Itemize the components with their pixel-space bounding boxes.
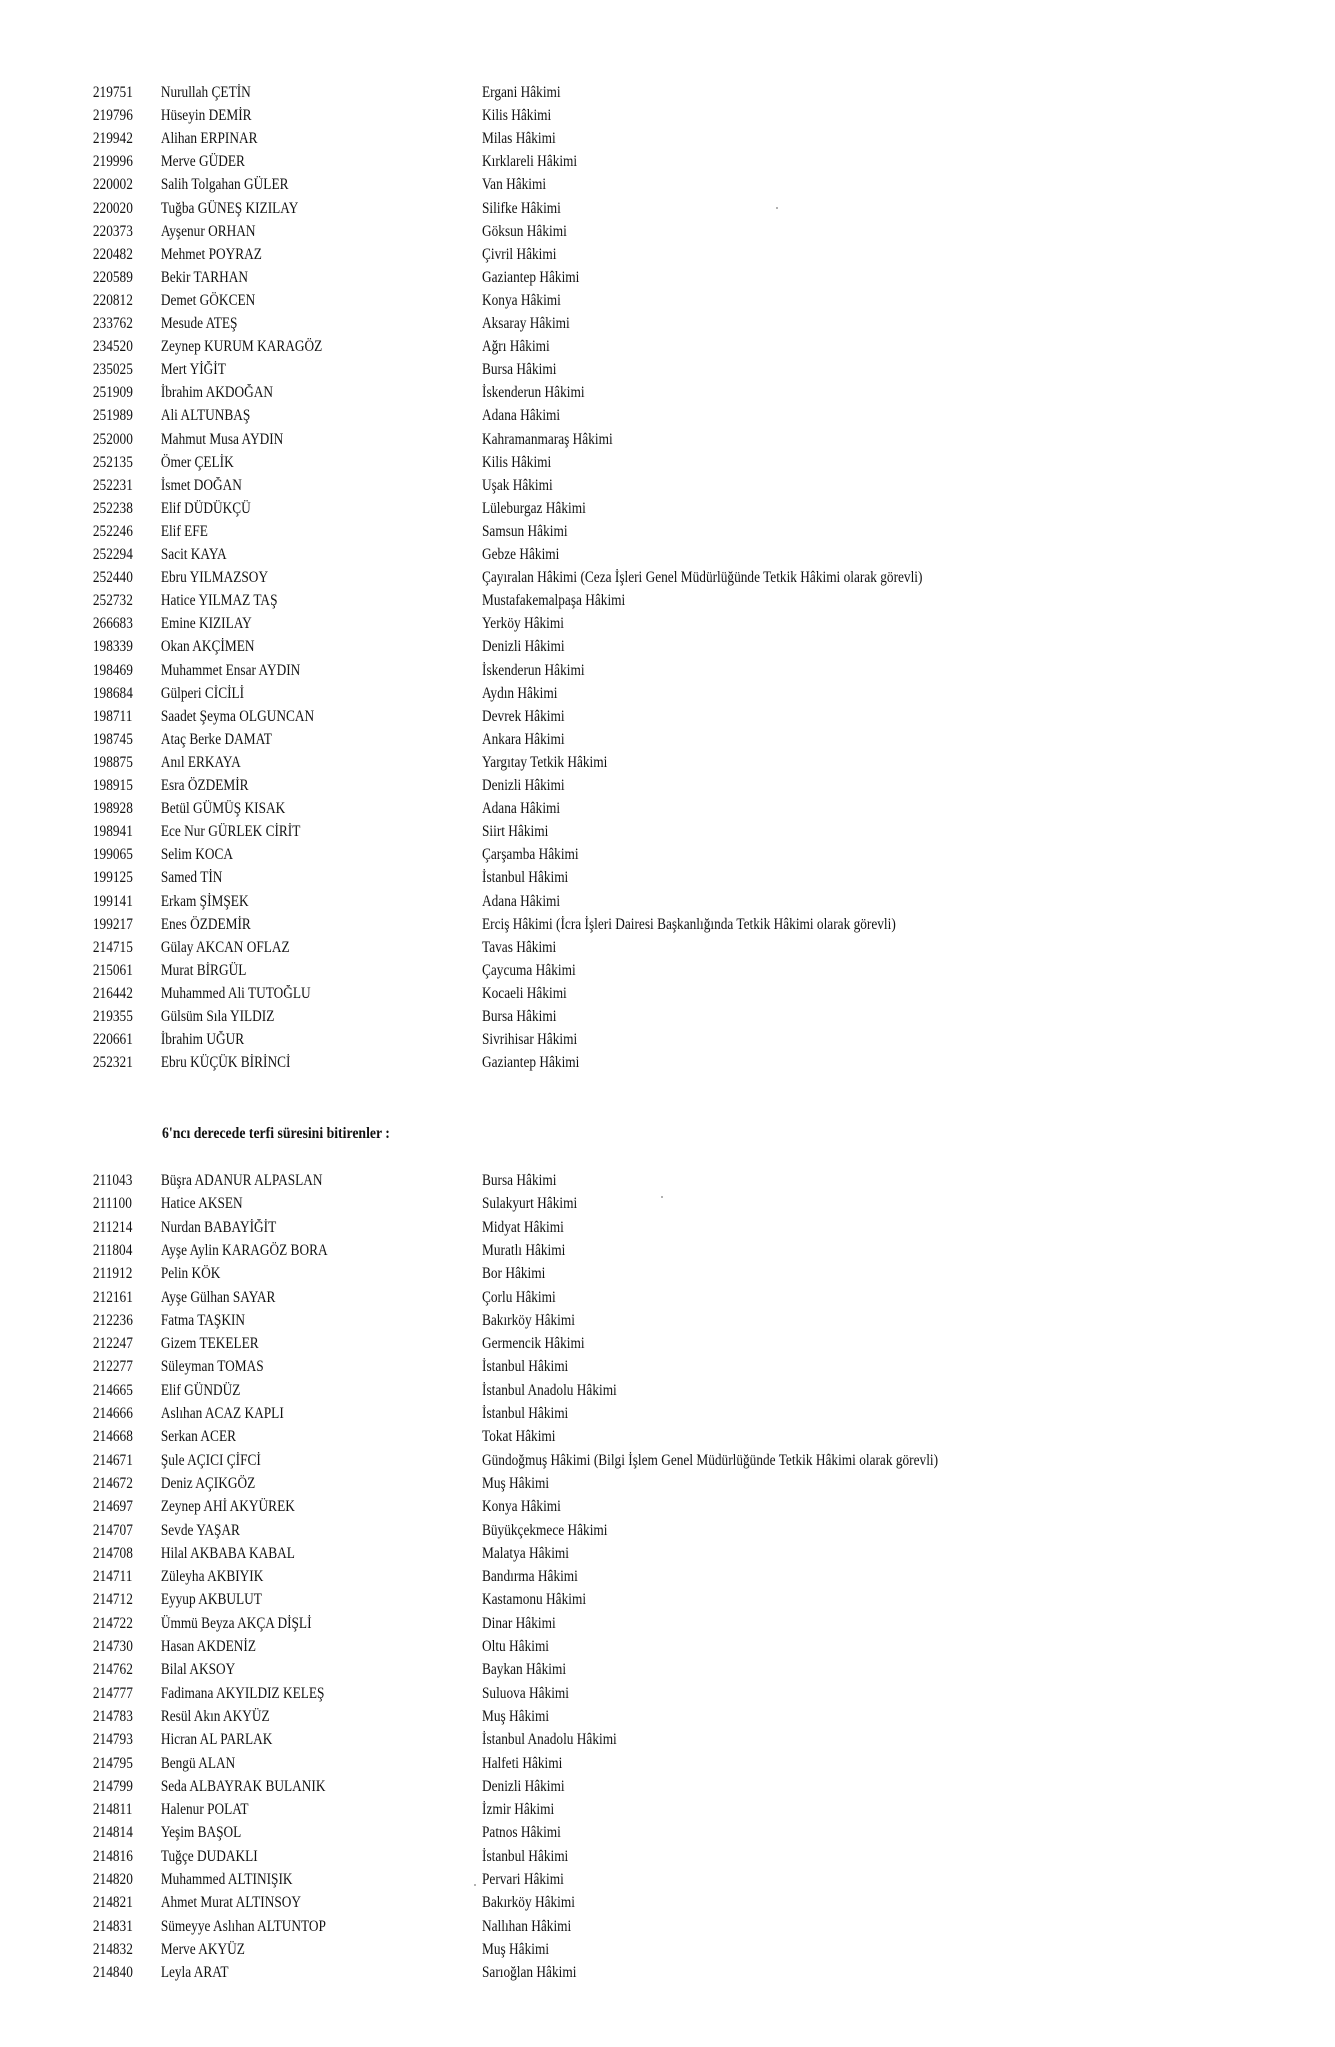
registry-number: 214708 xyxy=(92,1544,133,1562)
assignment-position: Germencik Hâkimi xyxy=(482,1335,585,1353)
registry-number: 198684 xyxy=(92,684,133,702)
person-name: Aslıhan ACAZ KAPLI xyxy=(160,1405,284,1422)
registry-number: 219796 xyxy=(92,107,133,125)
assignment-position: Halfeti Hâkimi xyxy=(482,1754,563,1772)
assignment-position: Bakırköy Hâkimi xyxy=(482,1311,575,1329)
person-name: Bengü ALAN xyxy=(160,1754,236,1772)
assignment-position: Dinar Hâkimi xyxy=(482,1614,556,1632)
registry-number: 198928 xyxy=(92,800,133,818)
registry-number: 198711 xyxy=(92,707,133,725)
registry-number: 214762 xyxy=(92,1661,133,1679)
assignment-position: Muş Hâkimi xyxy=(482,1474,550,1492)
assignment-position: Gaziantep Hâkimi xyxy=(482,1054,580,1072)
person-name: Serkan ACER xyxy=(160,1428,236,1446)
assignment-position: İzmir Hâkimi xyxy=(482,1801,555,1819)
assignment-position: Çorlu Hâkimi xyxy=(482,1288,556,1306)
person-name: Zeynep KURUM KARAGÖZ xyxy=(160,338,323,356)
assignment-position: Suluova Hâkimi xyxy=(482,1684,570,1702)
assignment-position: Sivrihisar Hâkimi xyxy=(482,1031,578,1049)
assignment-position: Ağrı Hâkimi xyxy=(482,338,550,356)
assignment-position: Çaycuma Hâkimi xyxy=(482,961,576,979)
person-name: Mahmut Musa AYDIN xyxy=(160,430,284,448)
assignment-position: Tokat Hâkimi xyxy=(482,1428,556,1446)
assignment-position: Sarıoğlan Hâkimi xyxy=(482,1964,577,1982)
person-name: Halenur POLAT xyxy=(160,1801,249,1819)
registry-number: 252238 xyxy=(92,499,133,517)
person-name: Sacit KAYA xyxy=(160,546,227,563)
assignment-position: Kastamonu Hâkimi xyxy=(482,1591,587,1609)
person-name: Gizem TEKELER xyxy=(160,1335,259,1353)
registry-number: 199217 xyxy=(92,915,133,933)
assignment-position: Çarşamba Hâkimi xyxy=(482,846,579,864)
assignment-position: Oltu Hâkimi xyxy=(482,1638,550,1655)
assignment-position: Malatya Hâkimi xyxy=(482,1544,569,1562)
registry-number: 214715 xyxy=(92,938,133,956)
person-name: Ayşe Gülhan SAYAR xyxy=(160,1288,276,1306)
person-name: Hicran AL PARLAK xyxy=(160,1731,273,1749)
assignment-position: Kilis Hâkimi xyxy=(482,453,552,471)
registry-number: 214722 xyxy=(92,1614,133,1632)
person-name: Salih Tolgahan GÜLER xyxy=(160,176,289,194)
registry-number: 214783 xyxy=(92,1707,133,1725)
person-name: Enes ÖZDEMİR xyxy=(160,915,251,933)
assignment-position: Adana Hâkimi xyxy=(482,892,561,910)
assignment-position: Muratlı Hâkimi xyxy=(482,1241,566,1259)
person-name: Resül Akın AKYÜZ xyxy=(160,1707,270,1725)
registry-number: 214707 xyxy=(92,1521,133,1539)
assignment-position: İstanbul Hâkimi xyxy=(482,1405,569,1422)
registry-number: 235025 xyxy=(92,361,133,379)
assignment-position: Muş Hâkimi xyxy=(482,1940,550,1958)
assignment-position: Bakırköy Hâkimi xyxy=(482,1894,575,1912)
assignment-position: Göksun Hâkimi xyxy=(482,222,567,240)
assignment-position: Bor Hâkimi xyxy=(482,1265,546,1283)
registry-number: 214811 xyxy=(92,1801,133,1819)
scan-speck xyxy=(661,1196,663,1198)
assignment-position: Van Hâkimi xyxy=(482,176,547,194)
person-name: Mert YİĞİT xyxy=(160,361,226,379)
person-name: Hilal AKBABA KABAL xyxy=(160,1544,295,1562)
person-name: Şule AÇICI ÇİFCİ xyxy=(160,1451,261,1469)
registry-number: 214814 xyxy=(92,1824,133,1842)
assignment-position: Kocaeli Hâkimi xyxy=(482,984,567,1002)
assignment-position: İskenderun Hâkimi xyxy=(482,661,585,679)
person-name: Fadimana AKYILDIZ KELEŞ xyxy=(160,1684,325,1702)
person-name: Merve AKYÜZ xyxy=(160,1940,245,1958)
person-name: Bekir TARHAN xyxy=(160,268,249,286)
assignment-position: Pervari Hâkimi xyxy=(482,1871,564,1888)
person-name: Deniz AÇIKGÖZ xyxy=(160,1474,256,1492)
registry-number: 219355 xyxy=(92,1008,133,1025)
person-name: Ataç Berke DAMAT xyxy=(160,730,272,748)
registry-number: 214711 xyxy=(92,1568,133,1586)
person-name: Bilal AKSOY xyxy=(160,1661,236,1679)
assignment-position: Aydın Hâkimi xyxy=(482,684,558,702)
registry-number: 211043 xyxy=(92,1172,133,1189)
registry-number: 266683 xyxy=(92,615,133,633)
registry-number: 252135 xyxy=(92,453,133,471)
assignment-position: Mustafakemalpaşa Hâkimi xyxy=(482,592,626,610)
person-name: İbrahim AKDOĞAN xyxy=(160,384,274,402)
registry-number: 214831 xyxy=(92,1917,133,1935)
registry-number: 252440 xyxy=(92,569,133,587)
registry-number: 214832 xyxy=(92,1940,133,1958)
assignment-position: İstanbul Hâkimi xyxy=(482,869,569,887)
registry-number: 252231 xyxy=(92,476,133,494)
assignment-position: Adana Hâkimi xyxy=(482,800,561,818)
person-name: Leyla ARAT xyxy=(160,1964,229,1982)
person-name: Samed TİN xyxy=(160,869,223,887)
person-name: Ebru YILMAZSOY xyxy=(160,569,269,587)
person-name: Saadet Şeyma OLGUNCAN xyxy=(160,707,315,725)
person-name: Muhammet Ensar AYDIN xyxy=(160,661,301,679)
person-name: Tuğçe DUDAKLI xyxy=(160,1847,258,1865)
assignment-position: Muş Hâkimi xyxy=(482,1707,550,1725)
assignment-position: Çivril Hâkimi xyxy=(482,245,557,263)
scan-speck xyxy=(474,1884,476,1886)
registry-number: 214799 xyxy=(92,1777,133,1795)
person-name: Fatma TAŞKIN xyxy=(160,1311,246,1329)
person-name: Hüseyin DEMİR xyxy=(160,107,252,125)
person-name: Muhammed Ali TUTOĞLU xyxy=(160,984,311,1002)
assignment-position: İstanbul Hâkimi xyxy=(482,1358,569,1376)
registry-number: 214666 xyxy=(92,1405,133,1422)
person-name: Ece Nur GÜRLEK CİRİT xyxy=(160,823,301,841)
person-name: Ahmet Murat ALTINSOY xyxy=(160,1894,302,1912)
registry-number: 234520 xyxy=(92,338,133,356)
assignment-position: Ankara Hâkimi xyxy=(482,730,565,748)
assignment-position: Kırklareli Hâkimi xyxy=(482,153,578,171)
assignment-position: İstanbul Anadolu Hâkimi xyxy=(482,1731,617,1749)
registry-number: 199065 xyxy=(92,846,133,864)
registry-number: 214671 xyxy=(92,1451,133,1469)
person-name: Pelin KÖK xyxy=(160,1265,221,1283)
assignment-position: Midyat Hâkimi xyxy=(482,1218,564,1236)
registry-number: 252000 xyxy=(92,430,133,448)
assignment-position: Denizli Hâkimi xyxy=(482,777,565,794)
person-name: Züleyha AKBIYIK xyxy=(160,1568,264,1586)
person-name: Mesude ATEŞ xyxy=(160,315,238,332)
registry-number: 219996 xyxy=(92,153,133,171)
person-name: Büşra ADANUR ALPASLAN xyxy=(160,1172,323,1189)
assignment-position: Yerköy Hâkimi xyxy=(482,615,564,633)
registry-number: 251989 xyxy=(92,407,133,425)
assignment-position: Büyükçekmece Hâkimi xyxy=(482,1521,608,1539)
assignment-position: Konya Hâkimi xyxy=(482,1498,561,1516)
registry-number: 219942 xyxy=(92,130,133,148)
registry-number: 220482 xyxy=(92,245,133,263)
assignment-position: Lüleburgaz Hâkimi xyxy=(482,499,586,517)
assignment-position: Baykan Hâkimi xyxy=(482,1661,567,1679)
registry-number: 220373 xyxy=(92,222,133,240)
assignment-position: Denizli Hâkimi xyxy=(482,638,565,656)
person-name: Gülperi CİCİLİ xyxy=(160,684,245,702)
person-name: Betül GÜMÜŞ KISAK xyxy=(160,800,286,818)
registry-number: 220661 xyxy=(92,1031,133,1049)
person-name: Ümmü Beyza AKÇA DİŞLİ xyxy=(160,1614,312,1632)
person-name: İsmet DOĞAN xyxy=(160,476,242,494)
assignment-position: Konya Hâkimi xyxy=(482,291,561,309)
assignment-position: Devrek Hâkimi xyxy=(482,707,565,725)
person-name: Esra ÖZDEMİR xyxy=(160,777,249,794)
person-name: Emine KIZILAY xyxy=(160,615,252,633)
person-name: Sevde YAŞAR xyxy=(160,1521,240,1539)
person-name: Alihan ERPINAR xyxy=(160,130,258,148)
assignment-position: Kilis Hâkimi xyxy=(482,107,552,125)
assignment-position: Çayıralan Hâkimi (Ceza İşleri Genel Müdürlüğünde Tetkik Hâkimi olarak görevli) xyxy=(482,569,923,587)
person-name: Ali ALTUNBAŞ xyxy=(160,407,251,425)
registry-number: 212277 xyxy=(92,1358,133,1376)
registry-number: 251909 xyxy=(92,384,133,402)
registry-number: 198339 xyxy=(92,638,133,656)
assignment-position: Denizli Hâkimi xyxy=(482,1777,565,1795)
person-name: Elif GÜNDÜZ xyxy=(160,1381,241,1399)
assignment-position: İskenderun Hâkimi xyxy=(482,384,585,402)
assignment-position: Sulakyurt Hâkimi xyxy=(482,1195,578,1213)
registry-number: 214795 xyxy=(92,1754,133,1772)
assignment-position: Aksaray Hâkimi xyxy=(482,315,570,332)
registry-number: 198941 xyxy=(92,823,133,841)
registry-number: 252321 xyxy=(92,1054,133,1072)
registry-number: 214777 xyxy=(92,1684,133,1702)
registry-number: 212247 xyxy=(92,1335,133,1353)
assignment-position: Nallıhan Hâkimi xyxy=(482,1917,572,1935)
registry-number: 214672 xyxy=(92,1474,133,1492)
registry-number: 214730 xyxy=(92,1638,133,1655)
person-name: Hasan AKDENİZ xyxy=(160,1638,256,1655)
assignment-position: Bursa Hâkimi xyxy=(482,1008,557,1025)
person-name: Hatice YILMAZ TAŞ xyxy=(160,592,278,610)
registry-number: 214821 xyxy=(92,1894,133,1912)
person-name: Okan AKÇİMEN xyxy=(160,638,255,656)
registry-number: 233762 xyxy=(92,315,133,332)
registry-number: 198875 xyxy=(92,753,133,771)
registry-number: 220002 xyxy=(92,176,133,194)
assignment-position: Erciş Hâkimi (İcra İşleri Dairesi Başkanlığında Tetkik Hâkimi olarak görevli) xyxy=(482,915,896,933)
person-name: Anıl ERKAYA xyxy=(160,753,241,771)
registry-number: 212161 xyxy=(92,1288,133,1306)
registry-number: 198745 xyxy=(92,730,133,748)
section-2-heading: 6'ncı derecede terfi süresini bitirenler : xyxy=(162,1125,390,1142)
registry-number: 212236 xyxy=(92,1311,133,1329)
assignment-position: Samsun Hâkimi xyxy=(482,522,568,540)
person-name: Elif EFE xyxy=(160,522,208,540)
person-name: Hatice AKSEN xyxy=(160,1195,243,1213)
assignment-position: Gebze Hâkimi xyxy=(482,546,560,563)
assignment-position: Yargıtay Tetkik Hâkimi xyxy=(482,753,608,771)
assignment-position: Ergani Hâkimi xyxy=(482,84,561,101)
person-name: Tuğba GÜNEŞ KIZILAY xyxy=(160,199,299,217)
registry-number: 220589 xyxy=(92,268,133,286)
assignment-position: Uşak Hâkimi xyxy=(482,476,553,494)
person-name: Muhammed ALTINIŞIK xyxy=(160,1871,293,1888)
person-name: Nurdan BABAYİĞİT xyxy=(160,1218,277,1236)
assignment-position: Patnos Hâkimi xyxy=(482,1824,561,1842)
registry-number: 214793 xyxy=(92,1731,133,1749)
person-name: Ömer ÇELİK xyxy=(160,453,234,471)
registry-number: 211912 xyxy=(92,1265,133,1283)
registry-number: 215061 xyxy=(92,961,133,979)
registry-number: 220812 xyxy=(92,291,133,309)
registry-number: 252246 xyxy=(92,522,133,540)
registry-number: 214840 xyxy=(92,1964,133,1982)
person-name: Gülay AKCAN OFLAZ xyxy=(160,938,290,956)
registry-number: 198469 xyxy=(92,661,133,679)
registry-number: 198915 xyxy=(92,777,133,794)
person-name: Erkam ŞİMŞEK xyxy=(160,892,249,910)
assignment-position: Bursa Hâkimi xyxy=(482,361,557,379)
person-name: Seda ALBAYRAK BULANIK xyxy=(160,1777,326,1795)
person-name: Ayşenur ORHAN xyxy=(160,222,256,240)
assignment-position: Bursa Hâkimi xyxy=(482,1172,557,1189)
registry-number: 214712 xyxy=(92,1591,133,1609)
assignment-position: Gündoğmuş Hâkimi (Bilgi İşlem Genel Müdürlüğünde Tetkik Hâkimi olarak görevli) xyxy=(482,1451,939,1469)
person-name: Demet GÖKCEN xyxy=(160,291,256,309)
assignment-position: Kahramanmaraş Hâkimi xyxy=(482,430,613,448)
registry-number: 199125 xyxy=(92,869,133,887)
person-name: Merve GÜDER xyxy=(160,153,245,171)
assignment-position: Siirt Hâkimi xyxy=(482,823,549,841)
person-name: Yeşim BAŞOL xyxy=(160,1824,242,1842)
registry-number: 219751 xyxy=(92,84,133,101)
registry-number: 199141 xyxy=(92,892,133,910)
person-name: Selim KOCA xyxy=(160,846,234,864)
assignment-position: İstanbul Hâkimi xyxy=(482,1847,569,1865)
person-name: İbrahim UĞUR xyxy=(160,1031,245,1049)
registry-number: 252732 xyxy=(92,592,133,610)
assignment-position: Adana Hâkimi xyxy=(482,407,561,425)
person-name: Ayşe Aylin KARAGÖZ BORA xyxy=(160,1241,328,1259)
registry-number: 214697 xyxy=(92,1498,133,1516)
registry-number: 211804 xyxy=(92,1241,133,1259)
registry-number: 211100 xyxy=(92,1195,132,1213)
scan-speck xyxy=(776,207,778,209)
person-name: Süleyman TOMAS xyxy=(160,1358,264,1376)
registry-number: 214668 xyxy=(92,1428,133,1446)
person-name: Elif DÜDÜKÇÜ xyxy=(160,499,251,517)
registry-number: 220020 xyxy=(92,199,133,217)
person-name: Gülsüm Sıla YILDIZ xyxy=(160,1008,275,1025)
assignment-position: İstanbul Anadolu Hâkimi xyxy=(482,1381,617,1399)
assignment-position: Gaziantep Hâkimi xyxy=(482,268,580,286)
assignment-position: Bandırma Hâkimi xyxy=(482,1568,578,1586)
registry-number: 214816 xyxy=(92,1847,133,1865)
registry-number: 211214 xyxy=(92,1218,133,1236)
assignment-position: Milas Hâkimi xyxy=(482,130,556,148)
registry-number: 252294 xyxy=(92,546,133,563)
person-name: Nurullah ÇETİN xyxy=(160,84,251,101)
assignment-position: Silifke Hâkimi xyxy=(482,199,561,217)
person-name: Murat BİRGÜL xyxy=(160,961,247,979)
registry-number: 216442 xyxy=(92,984,133,1002)
person-name: Zeynep AHİ AKYÜREK xyxy=(160,1498,295,1516)
person-name: Sümeyye Aslıhan ALTUNTOP xyxy=(160,1917,326,1935)
person-name: Ebru KÜÇÜK BİRİNCİ xyxy=(160,1054,291,1072)
person-name: Eyyup AKBULUT xyxy=(160,1591,262,1609)
assignment-position: Tavas Hâkimi xyxy=(482,938,557,956)
person-name: Mehmet POYRAZ xyxy=(160,245,262,263)
registry-number: 214665 xyxy=(92,1381,133,1399)
registry-number: 214820 xyxy=(92,1871,133,1888)
